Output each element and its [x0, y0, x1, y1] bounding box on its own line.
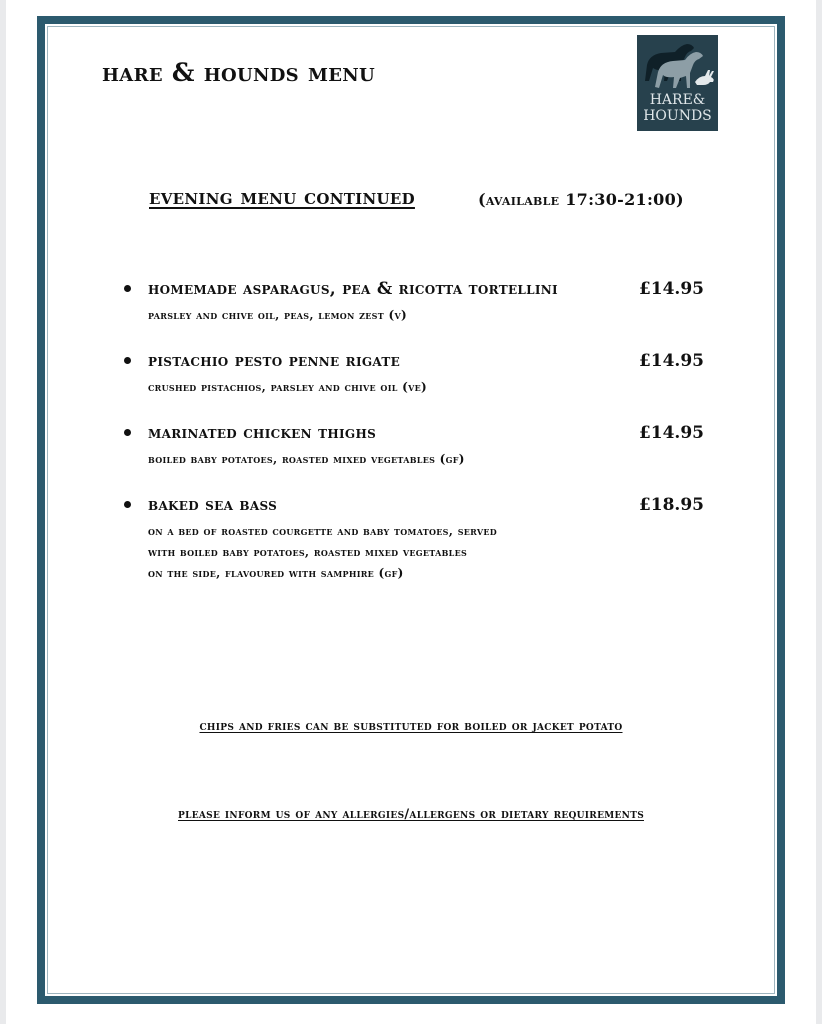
section-title: evening menu continued	[149, 184, 415, 209]
substitution-note: chips and fries can be substituted for boiled or jacket potato	[199, 719, 623, 734]
menu-item-description-line: crushed pistachios, parsley and chive oil (ve)	[148, 380, 428, 394]
menu-item-name: baked sea bass	[148, 495, 278, 515]
allergies-note: please inform us of any allergies/allergens or dietary requirements	[178, 807, 644, 822]
menu-item-price: £14.95	[638, 279, 704, 299]
logo-text-line1: HARE&	[649, 92, 706, 108]
menu-item-name: pistachio pesto penne rigate	[148, 351, 401, 371]
menu-item-description-line: on the side, flavoured with samphire (gf)	[148, 566, 404, 580]
menu-item-description	[148, 521, 668, 584]
menu-item-name: marinated chicken thighs	[148, 423, 377, 443]
menu-item-description-line: with boiled baby potatoes, roasted mixed vegetables	[148, 545, 468, 559]
menu-title: hare & hounds menu	[102, 58, 375, 87]
availability-hours: (available 17:30-21:00)	[478, 190, 684, 209]
menu-item-name: homemade asparagus, pea & ricotta tortellini	[148, 279, 558, 299]
menu-item-price: £18.95	[638, 495, 704, 515]
hare-and-hounds-logo	[637, 35, 718, 131]
menu-item-price: £14.95	[638, 351, 704, 371]
logo-text-line2: HOUNDS	[643, 108, 712, 124]
bullet-icon	[124, 285, 131, 292]
dog-and-hare-icon	[637, 35, 718, 97]
menu-item-description	[148, 449, 668, 470]
menu-item-price: £14.95	[638, 423, 704, 443]
bullet-icon	[124, 501, 131, 508]
menu-item-description	[148, 377, 668, 398]
menu-item-description-line: parsley and chive oil, peas, lemon zest (v)	[148, 308, 407, 322]
bullet-icon	[124, 429, 131, 436]
menu-item-description-line: boiled baby potatoes, roasted mixed vegetables (gf)	[148, 452, 465, 466]
menu-item-description-line: on a bed of roasted courgette and baby tomatoes, served	[148, 524, 497, 538]
menu-item-description	[148, 305, 668, 326]
bullet-icon	[124, 357, 131, 364]
